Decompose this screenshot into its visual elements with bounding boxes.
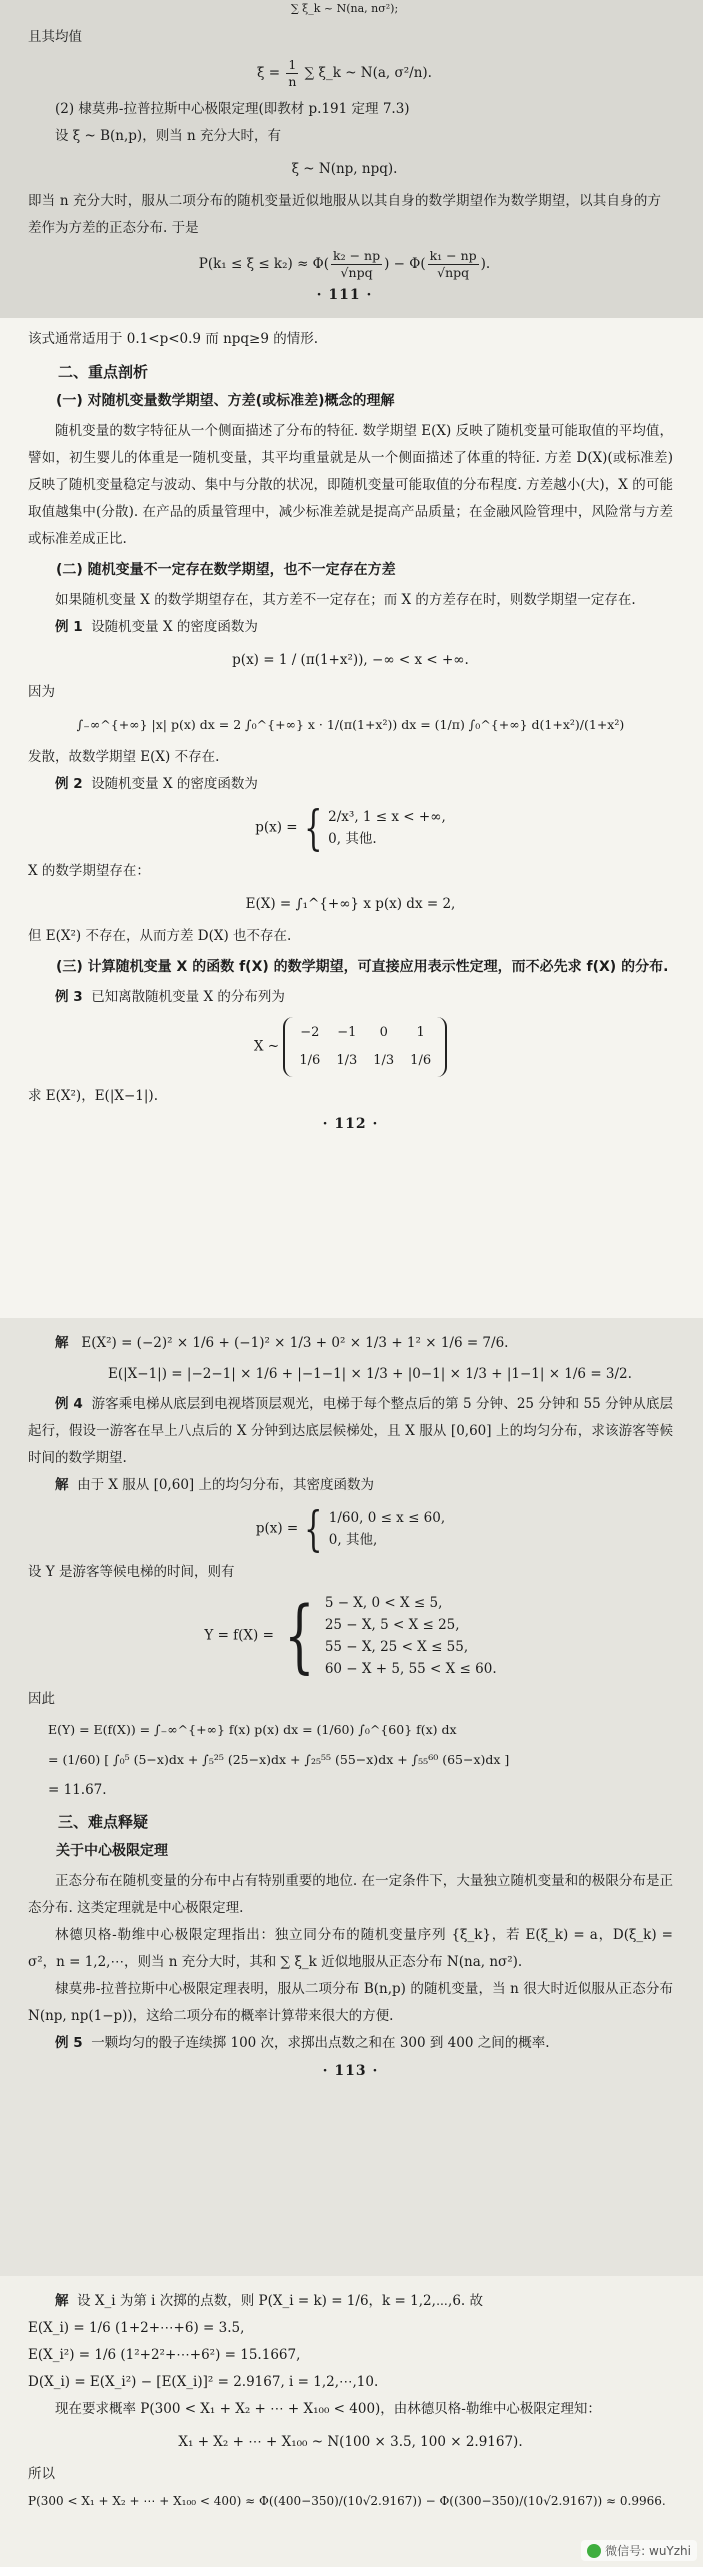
formula: E(|X−1|) = |−2−1| × 1/6 + |−1−1| × 1/3 + |0−1| × 1/3 + |1−1| × 1/6 = 3/2. — [108, 1366, 632, 1382]
paragraph: 林德贝格-勒维中心极限定理指出：独立同分布的随机变量序列 {ξ_k}，若 E(ξ_k) = a，D(ξ_k) = σ²，n = 1,2,⋯，则当 n 充分大时，其和 ∑ ξ_k 近似地服从正态分布 N(na, nσ²). — [28, 1927, 673, 1970]
sum-formula: ∑ ξ_k ~ N(na, nσ²); — [290, 2, 399, 15]
page-113 — [0, 1318, 703, 2276]
page-112 — [0, 318, 703, 1318]
wechat-icon — [587, 2544, 601, 2558]
formula: ∫₋∞^{+∞} |x| p(x) dx = 2 ∫₀^{+∞} x · 1/(π(1+x²)) dx = (1/π) ∫₀^{+∞} d(1+x²)/(1+x²) — [76, 717, 625, 732]
formula: E(Y) = E(f(X)) = ∫₋∞^{+∞} f(x) p(x) dx = (1/60) ∫₀^{60} f(x) dx — [48, 1722, 457, 1737]
paragraph: 随机变量的数字特征从一个侧面描述了分布的特征. 数学期望 E(X) 反映了随机变量可能取值的平均值，譬如，初生婴儿的体重是一随机变量，其平均重量就是从一个侧面描述了体重的特征. 方差 D(X)(或标准差) 反映了随机变量稳定与波动、集中与分散的状况，即随机变量可能取值的分布程度. 方差越小(大)，X 的可能取值越集中(分散). 在产品的质量管理中，减少标准差就是提高产品质量；在金融风险管理中，风险常与方差或标准差成正比. — [28, 423, 673, 547]
distribution-matrix: X ~ −2 −1 0 1 1/6 1/3 1/3 1/6 — [28, 1017, 673, 1077]
formula: E(X_i) = 1/6 (1+2+⋯+6) = 3.5, — [28, 2320, 245, 2336]
example-1: 例 1 设随机变量 X 的密度函数为 — [55, 619, 258, 635]
page-number: · 113 · — [322, 2063, 379, 2079]
theorem2-condition: 设 ξ ~ B(n,p)，则当 n 充分大时，有 — [55, 128, 281, 144]
example-5: 例 5 一颗均匀的骰子连续掷 100 次，求掷出点数之和在 300 到 400 之间的概率. — [55, 2035, 550, 2051]
piecewise-formula: Y = f(X) = { 5 − X, 0 < X ≤ 5, 25 − X, 5 < X ≤ 25, 55 − X, 25 < X ≤ 55, 60 − X + 5, 55 < X ≤ 60. — [204, 1589, 497, 1682]
piecewise-formula: p(x) = { 2/x³, 1 ≤ x < +∞, 0, 其他. — [255, 800, 446, 856]
paragraph: 设 Y 是游客等候电梯的时间，则有 — [28, 1564, 235, 1580]
formula: E(X) = ∫₁^{+∞} x p(x) dx = 2, — [245, 896, 456, 912]
formula: = (1/60) [ ∫₀⁵ (5−x)dx + ∫₅²⁵ (25−x)dx + ∫₂₅⁵⁵ (55−x)dx + ∫₅₅⁶⁰ (65−x)dx ] — [48, 1752, 510, 1767]
paragraph: 现在要求概率 P(300 < X₁ + X₂ + ⋯ + X₁₀₀ < 400)，由林德贝格-勒维中心极限定理知： — [55, 2401, 601, 2417]
page-number: · 111 · — [316, 287, 373, 303]
subsection-heading: (二) 随机变量不一定存在数学期望，也不一定存在方差 — [56, 562, 396, 578]
example-3: 例 3 已知离散随机变量 X 的分布列为 — [55, 989, 285, 1005]
paragraph: 但 E(X²) 不存在，从而方差 D(X) 也不存在. — [28, 928, 292, 944]
paragraph: X 的数学期望存在： — [28, 863, 150, 879]
solution-line: 解 设 X_i 为第 i 次掷的点数，则 P(X_i = k) = 1/6，k = 1,2,⋯,6. 故 — [55, 2293, 483, 2309]
mean-intro: 且其均值 — [28, 29, 82, 45]
formula: D(X_i) = E(X_i²) − [E(X_i)]² = 2.9167, i = 1,2,⋯,10. — [28, 2374, 379, 2390]
subsection-heading: (三) 计算随机变量 X 的函数 f(X) 的数学期望，可直接应用表示性定理，而不必先求 f(X) 的分布. — [56, 959, 669, 975]
wechat-watermark: 微信号: wuYzhi — [581, 2540, 697, 2561]
section-heading: 二、重点剖析 — [58, 363, 149, 381]
page-number: · 112 · — [322, 1116, 379, 1132]
paragraph: 所以 — [28, 2466, 55, 2482]
subsection-heading: (一) 对随机变量数学期望、方差(或标准差)概念的理解 — [56, 393, 395, 409]
formula: = 11.67. — [48, 1782, 107, 1798]
example-4: 例 4 游客乘电梯从底层到电视塔顶层观光，电梯于每个整点后的第 5 分钟、25 分钟和 55 分钟从底层起行，假设一游客在早上八点后的 X 分钟到达底层候梯处，且 X 服从 [0,60] 上的均匀分布，求该游客等候时间的数学期望. — [28, 1396, 674, 1466]
subsection-heading: 关于中心极限定理 — [56, 1843, 168, 1859]
formula: X₁ + X₂ + ⋯ + X₁₀₀ ~ N(100 × 3.5, 100 × 2.9167). — [178, 2434, 523, 2450]
page-111 — [0, 0, 703, 318]
probability-formula: P(k₁ ≤ ξ ≤ k₂) ≈ Φ( $\frac{\text{k₂ − np}}{\text{√npq}}$ ) − Φ( $\frac{\text{k₁ − np}}{\text{√npq}}$ ). — [198, 248, 491, 280]
formula: P(300 < X₁ + X₂ + ⋯ + X₁₀₀ < 400) ≈ Φ((400−350)/(10√2.9167)) − Φ((300−350)/(10√2.9167)) ≈ 0.9966. — [28, 2494, 666, 2508]
theorem2-formula: ξ ~ N(np, npq). — [291, 161, 398, 177]
theorem2-title: (2) 棣莫弗-拉普拉斯中心极限定理(即教材 p.191 定理 7.3) — [55, 101, 410, 117]
formula: p(x) = 1 / (π(1+x²)), −∞ < x < +∞. — [232, 652, 469, 668]
paragraph: 棣莫弗-拉普拉斯中心极限定理表明，服从二项分布 B(n,p) 的随机变量，当 n 很大时近似服从正态分布 N(np, np(1−p))，这给二项分布的概率计算带来很大的方便. — [28, 1981, 673, 2024]
paragraph: 求 E(X²)，E(|X−1|). — [28, 1088, 158, 1104]
section-heading: 三、难点释疑 — [58, 1813, 149, 1831]
usage-note: 该式通常适用于 0.1<p<0.9 而 npq≥9 的情形. — [28, 331, 319, 347]
page-114 — [0, 2276, 703, 2567]
paragraph: 发散，故数学期望 E(X) 不存在. — [28, 749, 220, 765]
solution-line: 解 E(X²) = (−2)² × 1/6 + (−1)² × 1/3 + 0² × 1/3 + 1² × 1/6 = 7/6. — [55, 1335, 509, 1351]
paragraph: 正态分布在随机变量的分布中占有特别重要的地位. 在一定条件下，大量独立随机变量和的极限分布是正态分布. 这类定理就是中心极限定理. — [28, 1873, 673, 1916]
paragraph: 因为 — [28, 684, 55, 700]
paragraph: 解 由于 X 服从 [0,60] 上的均匀分布，其密度函数为 — [55, 1477, 374, 1493]
paragraph: 如果随机变量 X 的数学期望存在，其方差不一定存在；而 X 的方差存在时，则数学期望一定存在. — [55, 592, 636, 608]
mean-formula: ξ̄ = $\frac{1}{n}$ ∑ ξ_k ~ N(a, σ²/n). — [257, 57, 432, 89]
theorem2-text: 即当 n 充分大时，服从二项分布的随机变量近似地服从以其自身的数学期望作为数学期望，以其自身的方差作为方差的正态分布. 于是 — [28, 193, 661, 236]
paragraph: 因此 — [28, 1691, 55, 1707]
piecewise-formula: p(x) = { 1/60, 0 ≤ x ≤ 60, 0, 其他, — [255, 1501, 446, 1557]
formula: E(X_i²) = 1/6 (1²+2²+⋯+6²) = 15.1667, — [28, 2347, 301, 2363]
example-2: 例 2 设随机变量 X 的密度函数为 — [55, 776, 258, 792]
